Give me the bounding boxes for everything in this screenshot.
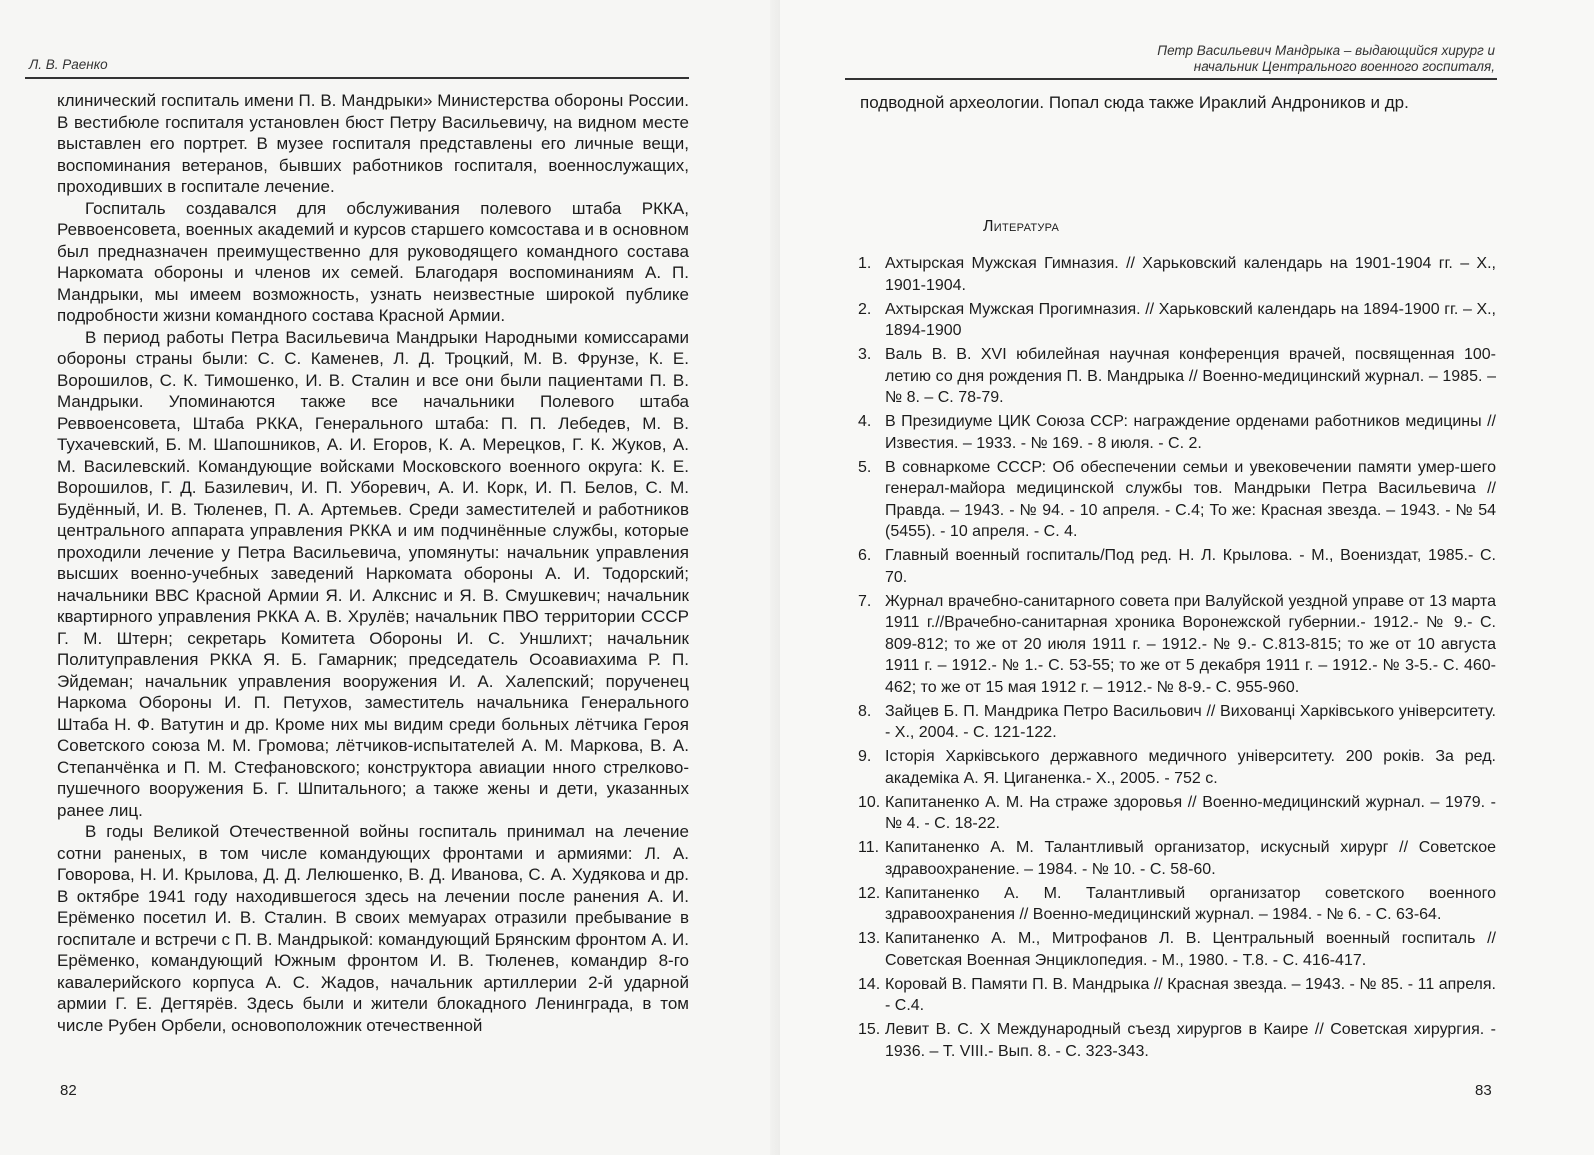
- reference-number: 8.: [858, 702, 872, 720]
- reference-number: 1.: [858, 255, 872, 272]
- reference-number: 14.: [858, 975, 881, 993]
- reference-number: 7.: [858, 592, 872, 610]
- reference-item: [858, 928, 1496, 971]
- reference-number: 12.: [858, 884, 881, 902]
- reference-number: 10.: [858, 793, 881, 811]
- left-body-text: [57, 90, 689, 1036]
- reference-text: Главный военный госпиталь/Под ред. Н. Л. Крылова. - М., Воениздат, 1985.- С. 70.: [885, 547, 1496, 586]
- reference-text: Капитаненко А. М. Талантливый организатор советского военного здравоохранения // Военно-медицинский журнал. – 1984. - № 6. - С. 63-64.: [885, 884, 1496, 923]
- reference-item: [858, 591, 1496, 699]
- paragraph: Госпиталь создавался для обслуживания полевого штаба РККА, Реввоенсовета, военных академий и курсов старшего комсостава и в основном был предназначен преимущественно для руководящего командного состава Наркомата обороны и членов их семей. Благодаря воспоминаниям А. П. Мандрыки, мы имеем возможность, узнать неизвестные широкой публике подробности жизни командного состава Красной Армии.: [57, 198, 689, 325]
- reference-item: [858, 457, 1496, 543]
- reference-text: Валь В. В. XVI юбилейная научная конференция врачей, посвященная 100-летию со дня рождения П. В. Мандрыка // Военно-медицинский журнал. – 1985. – № 8. – С. 78-79.: [885, 346, 1496, 406]
- reference-text: Журнал врачебно-санитарного совета при Валуйской уездной управе от 13 марта 1911 г.//Врачебно-санитарная хроника Воронежской губернии.- 1912.- № 9.- С. 809-812; то же от 20 июля 1911 г. – 1912.- № 9.- С.813-815; то же от 10 августа 1911 г. – 1912.- № 1.- С. 53-55; то же от 5 декабря 1911 г. – 1912.- № 3-5.- С. 460-462; то же от 15 мая 1912 г. – 1912.- № 8-9.- С. 955-960.: [885, 592, 1496, 696]
- reference-text: Ахтырская Мужская Гимназия. // Харьковский календарь на 1901-1904 гг. – Х., 1901-1904.: [885, 255, 1496, 294]
- reference-item: [858, 545, 1496, 588]
- reference-text: Ахтырская Мужская Прогимназия. // Харьковский календарь на 1894-1900 гг. – Х., 1894-1900: [885, 300, 1496, 339]
- reference-text: Левит В. С. X Международный съезд хирургов в Каире // Советская хирургия. - 1936. – Т. VIII.- Вып. 8. - С. 323-343.: [885, 1021, 1496, 1060]
- running-head-line: начальник Центрального военного госпиталя,: [1193, 59, 1495, 74]
- reference-item: [858, 837, 1496, 880]
- reference-item: [858, 411, 1496, 454]
- reference-item: [858, 1019, 1496, 1062]
- running-head-line: Петр Васильевич Мандрыка – выдающийся хирург и: [1157, 43, 1495, 58]
- reference-text: Капитаненко А. М., Митрофанов Л. В. Центральный военный госпиталь // Советская Военная Энциклопедия. - М., 1980. - Т.8. - С. 416-417.: [885, 930, 1496, 969]
- reference-item: [858, 746, 1496, 789]
- reference-number: 13.: [858, 930, 881, 947]
- header-rule: [25, 77, 689, 79]
- reference-number: 6.: [858, 547, 872, 564]
- paragraph: В годы Великой Отечественной войны госпиталь принимал на лечение сотни раненых, в том числе командующих фронтами и армиями: Л. А. Говорова, Н. И. Крылова, Д. Д. Лелюшенко, В. Д. Иванова, С. А. Худякова и др. В октябре 1941 году находившегося здесь на лечении после ранения А. И. Ерёменко посетил И. В. Сталин. В своих мемуарах отразили пребывание в госпитале и встречи с П. В. Мандрыкой: командующий Брянским фронтом А. И. Ерёменко, командующий Южным фронтом И. В. Тюленев, командир 8-го кавалерийского корпуса А. С. Жадов, начальник артиллерии 2-й ударной армии Г. Е. Дегтярёв. Здесь были и жители блокадного Ленинграда, в том числе Рубен Орбели, основоположник отечественной: [57, 822, 689, 1035]
- reference-item: [858, 299, 1496, 342]
- page-number: 83: [1475, 1082, 1492, 1099]
- reference-number: 11.: [858, 839, 880, 856]
- reference-text: Зайцев Б. П. Мандрика Петро Васильович // Вихованці Харківського університету. - Х., 2004. - С. 121-122.: [885, 702, 1496, 741]
- reference-number: 15.: [858, 1021, 881, 1038]
- reference-number: 9.: [858, 748, 872, 765]
- continuation-text: подводной археологии. Попал сюда также Ираклий Андроников и др.: [860, 93, 1409, 112]
- reference-text: В совнаркоме СССР: Об обеспечении семьи и увековечении памяти умер-шего генерал-майора медицинской службы тов. Мандрыки Петра Васильевича // Правда. – 1943. - № 94. - 10 апреля. - С.4; То же: Красная звезда. – 1943. - № 54 (5455). - 10 апреля. - С. 4.: [885, 458, 1496, 540]
- reference-text: В Президиуме ЦИК Союза ССР: награждение орденами работников медицины // Известия. – 1933. - № 169. - 8 июля. - С. 2.: [885, 413, 1496, 452]
- paragraph: В период работы Петра Васильевича Мандрыки Народными комиссарами обороны страны были: С. С. Каменев, Л. Д. Троцкий, М. В. Фрунзе, К. Е. Ворошилов, С. К. Тимошенко, И. В. Сталин и все они были пациентами П. В. Мандрыки. Упоминаются также все начальники Полевого штаба Реввоенсовета, Штаба РККА, Генерального штаба: П. П. Лебедев, М. В. Тухачевский, Б. М. Шапошников, А. И. Егоров, К. А. Мерецков, Г. К. Жуков, А. М. Василевский. Командующие войсками Московского военного округа: К. Е. Ворошилов, Г. Д. Базилевич, И. П. Уборевич, А. И. Корк, И. П. Белов, С. М. Будённый, И. В. Тюленев, П. А. Артемьев. Среди заместителей и работников центрального аппарата управления РККА и им подчинённые службы, которые проходили лечение у Петра Васильевича, упомянуты: начальник управления высших военно-учебных заведений Наркомата обороны А. И. Тодорский; начальники ВВС Красной Армии Я. И. Алкснис и Я. В. Смушкевич; начальник квартирного управления РККА А. В. Хрулёв; начальник ПВО территории СССР Г. М. Штерн; секретарь Комитета Обороны И. С. Уншлихт; начальник Политуправления РККА Я. Б. Гамарник; председатель Осоавиахима Р. П. Эйдеман; начальник управления вооружения И. А. Халепский; порученец Наркома Обороны И. П. Петухов, заместитель начальника Генерального Штаба Н. Ф. Ватутин и др. Кроме них мы видим среди больных лётчика Героя Советского союза М. М. Громова; лётчиков-испытателей А. М. Маркова, В. А. Степанчёнка и П. М. Стефановского; конструктора авиации нного стрелково-пушечного вооружения Б. Г. Шпитального; а также жены и дети, указанных ранее лиц.: [57, 327, 689, 820]
- header-rule: [845, 78, 1497, 80]
- reference-text: Капитаненко А. М. На страже здоровья // Военно-медицинский журнал. – 1979. - № 4. - С. 18-22.: [885, 793, 1496, 832]
- reference-item: [858, 253, 1496, 296]
- reference-number: 3.: [858, 346, 872, 363]
- reference-text: Коровай В. Памяти П. В. Мандрыка // Красная звезда. – 1943. - № 85. - 11 апреля. - С.4.: [885, 975, 1496, 1014]
- reference-number: 4.: [858, 413, 872, 430]
- reference-list: [858, 253, 1496, 1065]
- literature-heading: Литература: [983, 218, 1060, 235]
- reference-item: [858, 344, 1496, 409]
- running-head-title: [980, 43, 1495, 75]
- reference-text: Капитаненко А. М. Талантливый организатор, искусный хирург // Советское здравоохранение. – 1984. - № 10. - С. 58-60.: [885, 839, 1496, 878]
- running-head-author: Л. В. Раенко: [29, 57, 108, 72]
- reference-item: [858, 883, 1496, 926]
- page-number: 82: [60, 1082, 77, 1099]
- reference-text: Історія Харківського державного медичного університету. 200 років. За ред. академіка А. Я. Циганенка.- Х., 2005. - 752 с.: [885, 748, 1496, 787]
- paragraph: клинический госпиталь имени П. В. Мандрыки» Министерства обороны России. В вестибюле госпиталя установлен бюст Петру Васильевичу, на видном месте выставлен его портрет. В музее госпиталя представлены его личные вещи, воспоминания ветеранов, бывших работников госпиталя, военнослужащих, проходивших в госпитале лечение.: [57, 91, 689, 196]
- left-page: [0, 0, 780, 1155]
- reference-item: [858, 974, 1496, 1017]
- reference-item: [858, 701, 1496, 744]
- reference-number: 2.: [858, 300, 872, 318]
- reference-number: 5.: [858, 458, 872, 476]
- reference-item: [858, 792, 1496, 835]
